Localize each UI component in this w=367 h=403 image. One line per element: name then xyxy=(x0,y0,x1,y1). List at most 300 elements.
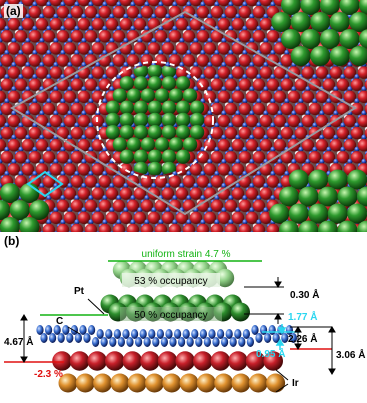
ir-atom xyxy=(232,66,244,78)
ir-atom xyxy=(337,79,349,91)
ir-atom xyxy=(22,18,34,30)
ir-atom xyxy=(190,42,202,54)
ir-atom xyxy=(64,42,76,54)
ir-atom xyxy=(71,54,83,66)
carbon-atom xyxy=(152,337,159,347)
ir-atom xyxy=(302,66,314,78)
ir-atom xyxy=(148,212,160,224)
pt-atom xyxy=(176,76,190,90)
ir-atom xyxy=(8,163,20,175)
ir-atom xyxy=(239,200,251,212)
carbon-atom xyxy=(178,337,185,347)
carbon-atom xyxy=(204,337,211,347)
carbon-atom xyxy=(83,333,90,343)
ir-atom xyxy=(8,91,20,103)
ir-atom xyxy=(50,115,62,127)
ir-atom xyxy=(204,163,216,175)
ir-atom xyxy=(309,103,321,115)
ir-atom xyxy=(71,6,83,18)
carbon-atom xyxy=(221,337,228,347)
ir-atom xyxy=(120,212,132,224)
ir-atom xyxy=(57,103,69,115)
pt-atom xyxy=(291,12,311,32)
ir-atom xyxy=(78,115,90,127)
carbon-atom xyxy=(49,333,56,343)
ir-atom xyxy=(99,175,111,187)
pt-atom xyxy=(190,113,204,127)
pt-atom xyxy=(162,76,176,90)
ir-atom-surface xyxy=(140,351,160,371)
ir-atom xyxy=(92,187,104,199)
arrowhead-306-top xyxy=(329,327,335,332)
ir-atom xyxy=(239,127,251,139)
ir-atom xyxy=(113,200,125,212)
carbon-atom xyxy=(230,337,237,347)
ir-atom xyxy=(85,175,97,187)
ir-atom xyxy=(85,30,97,42)
panel-a-label: (a) xyxy=(6,4,21,18)
ir-surface-layer xyxy=(52,351,283,371)
ir-atom xyxy=(211,200,223,212)
ir-atom xyxy=(78,18,90,30)
pt-atom xyxy=(10,200,30,220)
ir-atom xyxy=(64,163,76,175)
ir-atom xyxy=(344,91,356,103)
ir-atom xyxy=(162,187,174,199)
carbon-atom xyxy=(161,337,168,347)
ir-atom xyxy=(64,18,76,30)
ir-atom xyxy=(50,212,62,224)
ir-atom xyxy=(57,54,69,66)
ir-atom-bulk xyxy=(249,374,268,393)
ir-atom-surface xyxy=(52,351,72,371)
carbon-atom xyxy=(40,333,47,343)
ir-atom-bulk xyxy=(214,374,233,393)
ir-atom xyxy=(15,151,27,163)
ir-atom xyxy=(113,54,125,66)
ir-atom xyxy=(260,42,272,54)
ir-atom xyxy=(155,30,167,42)
ir-atom xyxy=(218,18,230,30)
ir-bulk-layer xyxy=(59,374,286,393)
pt-atom xyxy=(169,88,183,102)
ir-atom xyxy=(15,79,27,91)
pt-atom xyxy=(141,137,155,151)
ir-atom xyxy=(218,212,230,224)
pt-atom xyxy=(162,150,176,164)
ir-atom xyxy=(218,66,230,78)
pt-atom xyxy=(289,204,309,224)
ir-atom xyxy=(176,18,188,30)
pt-atom xyxy=(127,88,141,102)
ir-atom xyxy=(155,6,167,18)
ir-atom xyxy=(281,103,293,115)
ir-atom xyxy=(225,200,237,212)
pt-atom xyxy=(106,113,120,127)
top-occupancy-label: 53 % occupancy xyxy=(134,276,208,287)
ir-atom xyxy=(239,6,251,18)
ir-atom xyxy=(127,6,139,18)
ir-atom xyxy=(99,30,111,42)
carbon-atom xyxy=(58,333,65,343)
ir-atom-bulk xyxy=(162,374,181,393)
ir-atom xyxy=(211,6,223,18)
pt-atom xyxy=(279,187,299,207)
ir-atom-surface xyxy=(228,351,248,371)
pt-atom xyxy=(281,29,301,49)
ir-atom xyxy=(295,127,307,139)
ir-atom xyxy=(246,139,258,151)
ir-atom xyxy=(155,54,167,66)
ir-atom xyxy=(1,103,13,115)
carbon-atom xyxy=(144,337,151,347)
ir-atom xyxy=(225,6,237,18)
ir-atom xyxy=(71,175,83,187)
ir-atom xyxy=(15,127,27,139)
ir-atom xyxy=(211,79,223,91)
ir-atom xyxy=(197,6,209,18)
ir-atom xyxy=(162,42,174,54)
distance-306-label: 3.06 Å xyxy=(336,350,366,361)
ir-atom xyxy=(120,18,132,30)
graphene-carbon-layer xyxy=(36,325,297,347)
ir-atom xyxy=(8,18,20,30)
bottom-occupancy-label: 50 % occupancy xyxy=(134,310,208,321)
ir-atom xyxy=(337,151,349,163)
pt-atom xyxy=(347,204,367,224)
pt-atom xyxy=(113,88,127,102)
ir-atom xyxy=(64,91,76,103)
carbon-atom xyxy=(92,337,99,347)
ir-atom xyxy=(57,30,69,42)
ir-atom xyxy=(323,103,335,115)
ir-atom xyxy=(141,200,153,212)
arrowhead-467-top xyxy=(21,315,27,320)
ir-atom xyxy=(204,212,216,224)
ir-atom xyxy=(50,139,62,151)
ir-atom-surface xyxy=(105,351,125,371)
ir-atom xyxy=(64,212,76,224)
ir-atom xyxy=(323,151,335,163)
ir-atom xyxy=(92,91,104,103)
ir-atom-bulk xyxy=(266,374,285,393)
pt-atom xyxy=(183,137,197,151)
ir-atom-surface xyxy=(123,351,143,371)
ir-atom xyxy=(218,42,230,54)
ir-atom-surface xyxy=(158,351,178,371)
pt-atom xyxy=(289,170,309,190)
c-label: C xyxy=(56,316,64,327)
ir-atom xyxy=(78,91,90,103)
ir-atom xyxy=(274,139,286,151)
ir-atom xyxy=(78,187,90,199)
ir-atom xyxy=(92,42,104,54)
ir-atom xyxy=(113,6,125,18)
ir-atom xyxy=(211,151,223,163)
ir-atom xyxy=(246,212,258,224)
ir-atom xyxy=(176,187,188,199)
ir-atom xyxy=(344,66,356,78)
pt-atom xyxy=(29,200,49,220)
ir-atom xyxy=(127,200,139,212)
ir-atom xyxy=(239,30,251,42)
ir-atom xyxy=(29,79,41,91)
ir-atom-surface xyxy=(87,351,107,371)
ir-atom xyxy=(253,79,265,91)
ir-atom xyxy=(99,200,111,212)
arrowhead-pt-bottom xyxy=(275,314,281,319)
ir-atom xyxy=(15,30,27,42)
ir-atom xyxy=(71,151,83,163)
ir-atom xyxy=(232,91,244,103)
pt-atom xyxy=(155,137,169,151)
ir-atom xyxy=(232,115,244,127)
ir-atom xyxy=(99,6,111,18)
ir-atom-bulk xyxy=(93,374,112,393)
ir-atom xyxy=(113,30,125,42)
ir-atom xyxy=(141,54,153,66)
carbon-atom xyxy=(195,337,202,347)
pt-atom xyxy=(155,88,169,102)
ir-atom xyxy=(71,30,83,42)
ir-atom xyxy=(246,18,258,30)
ir-atom xyxy=(330,66,342,78)
ir-atom xyxy=(323,127,335,139)
ir-atom xyxy=(8,42,20,54)
ir-atom xyxy=(190,66,202,78)
ir-atom xyxy=(218,115,230,127)
ir-atom xyxy=(232,18,244,30)
ir-atom-bulk xyxy=(232,374,251,393)
ir-atom-bulk xyxy=(128,374,147,393)
ir-atom-surface xyxy=(70,351,90,371)
ir-atom xyxy=(246,66,258,78)
ir-atom xyxy=(134,212,146,224)
ir-atom xyxy=(344,139,356,151)
ir-atom xyxy=(288,91,300,103)
ir-atom xyxy=(253,151,265,163)
ir-atom xyxy=(85,103,97,115)
ir-atom xyxy=(274,91,286,103)
pt-atom xyxy=(134,150,148,164)
ir-atom xyxy=(71,103,83,115)
ir-atom xyxy=(169,30,181,42)
pt-atom xyxy=(148,113,162,127)
ir-atom xyxy=(197,79,209,91)
ir-atom xyxy=(288,115,300,127)
ir-atom xyxy=(71,200,83,212)
ir-atom xyxy=(204,42,216,54)
pt-atom xyxy=(162,113,176,127)
ir-atom xyxy=(190,212,202,224)
ir-atom xyxy=(218,139,230,151)
ir-atom xyxy=(57,200,69,212)
ir-atom xyxy=(169,175,181,187)
ir-atom xyxy=(246,187,258,199)
ir-atom xyxy=(351,127,363,139)
ir-atom xyxy=(309,151,321,163)
ir-atom xyxy=(330,139,342,151)
pt-atom xyxy=(308,204,328,224)
ir-atom xyxy=(225,79,237,91)
ir-atom xyxy=(176,42,188,54)
pt-atom xyxy=(310,12,330,32)
ir-atom xyxy=(281,127,293,139)
pt-atom xyxy=(134,76,148,90)
ir-atom-surface xyxy=(211,351,231,371)
pt-atom xyxy=(120,125,134,139)
ir-atom xyxy=(22,163,34,175)
ir-atom xyxy=(50,163,62,175)
ir-atom xyxy=(232,163,244,175)
carbon-atom xyxy=(212,337,219,347)
ir-atom xyxy=(1,127,13,139)
ir-atom xyxy=(50,42,62,54)
ir-atom xyxy=(183,200,195,212)
ir-atom xyxy=(183,30,195,42)
ir-atom xyxy=(267,30,279,42)
ir-atom xyxy=(267,127,279,139)
ir-atom xyxy=(225,127,237,139)
panel-b-label: (b) xyxy=(4,234,20,248)
ir-atom xyxy=(29,151,41,163)
ir-atom xyxy=(260,139,272,151)
ir-atom xyxy=(36,66,48,78)
ir-atom xyxy=(211,127,223,139)
ir-strain-label: -2.3 % xyxy=(34,369,63,380)
ir-atom xyxy=(120,187,132,199)
carbon-atom xyxy=(66,333,73,343)
ir-atom xyxy=(64,187,76,199)
ir-atom xyxy=(190,163,202,175)
pt-atom xyxy=(106,125,120,139)
ir-atom xyxy=(267,79,279,91)
ir-atom xyxy=(106,18,118,30)
ir-atom xyxy=(43,103,55,115)
ir-atom xyxy=(106,66,118,78)
arrowhead-226-top xyxy=(295,327,301,332)
arrowhead-pt-top xyxy=(275,282,281,287)
ir-atom xyxy=(36,42,48,54)
ir-atom xyxy=(106,187,118,199)
carbon-atom xyxy=(88,325,95,335)
pt-atom xyxy=(190,125,204,139)
ir-atom xyxy=(323,79,335,91)
pt-label: Pt xyxy=(74,286,84,297)
pt-atom xyxy=(148,125,162,139)
ir-atom-surface xyxy=(175,351,195,371)
ir-atom xyxy=(43,6,55,18)
carbon-atom xyxy=(238,337,245,347)
pt-atom xyxy=(148,162,162,176)
ir-atom xyxy=(232,139,244,151)
ir-atom xyxy=(239,54,251,66)
ir-atom xyxy=(302,115,314,127)
carbon-atom xyxy=(126,337,133,347)
ir-atom xyxy=(232,212,244,224)
ir-atom xyxy=(246,91,258,103)
ir-atom xyxy=(211,175,223,187)
panel-b-layer-model xyxy=(0,232,367,403)
carbon-atom xyxy=(109,337,116,347)
ir-atom xyxy=(29,127,41,139)
ir-atom xyxy=(239,79,251,91)
ir-atom xyxy=(22,66,34,78)
carbon-atom xyxy=(247,337,254,347)
pt-atom xyxy=(120,150,134,164)
ir-atom xyxy=(197,30,209,42)
pt-atom xyxy=(176,125,190,139)
pt-atom xyxy=(271,12,291,32)
ir-atom xyxy=(225,151,237,163)
ir-atom xyxy=(183,54,195,66)
ir-atom xyxy=(85,200,97,212)
carbon-atom xyxy=(75,333,82,343)
ir-atom xyxy=(239,103,251,115)
pt-atom xyxy=(120,76,134,90)
ir-atom xyxy=(351,151,363,163)
ir-atom xyxy=(190,187,202,199)
pt-atom xyxy=(148,76,162,90)
pt-atom xyxy=(176,113,190,127)
ir-atom xyxy=(134,42,146,54)
arrowhead-306-bottom xyxy=(329,369,335,374)
pt-atom xyxy=(141,88,155,102)
ir-atom xyxy=(295,151,307,163)
pt-atom xyxy=(127,137,141,151)
pt-atom xyxy=(301,29,321,49)
distance-cir-label: 0.95 Å xyxy=(256,349,286,360)
carbon-atom xyxy=(101,337,108,347)
carbon-atom xyxy=(169,337,176,347)
ir-atom xyxy=(85,6,97,18)
ir-atom xyxy=(267,103,279,115)
ir-atom xyxy=(8,139,20,151)
pt-atom xyxy=(120,113,134,127)
pt-atom-lower xyxy=(231,303,250,322)
ir-atom xyxy=(64,115,76,127)
ir-atom xyxy=(57,151,69,163)
pt-atom xyxy=(183,88,197,102)
ir-atom xyxy=(22,139,34,151)
ir-atom xyxy=(8,66,20,78)
carbon-atom xyxy=(264,333,271,343)
ir-atom xyxy=(281,79,293,91)
ir-atom xyxy=(260,115,272,127)
ir-atom xyxy=(274,163,286,175)
ir-atom xyxy=(1,151,13,163)
ir-atom xyxy=(218,163,230,175)
ir-atom xyxy=(302,91,314,103)
ir-atom xyxy=(337,127,349,139)
ir-atom-bulk xyxy=(110,374,129,393)
ir-atom xyxy=(141,6,153,18)
ir-atom xyxy=(106,212,118,224)
ir-atom xyxy=(246,115,258,127)
carbon-atom xyxy=(187,337,194,347)
ir-atom xyxy=(218,91,230,103)
pt-atom xyxy=(328,204,348,224)
pt-atom xyxy=(113,137,127,151)
ir-atom xyxy=(134,18,146,30)
ir-atom xyxy=(197,54,209,66)
ir-atom xyxy=(351,79,363,91)
ir-atom xyxy=(260,66,272,78)
central-pt-cluster xyxy=(106,64,205,176)
ir-label: Ir xyxy=(292,378,299,389)
ir-atom xyxy=(29,6,41,18)
ir-atom xyxy=(22,42,34,54)
